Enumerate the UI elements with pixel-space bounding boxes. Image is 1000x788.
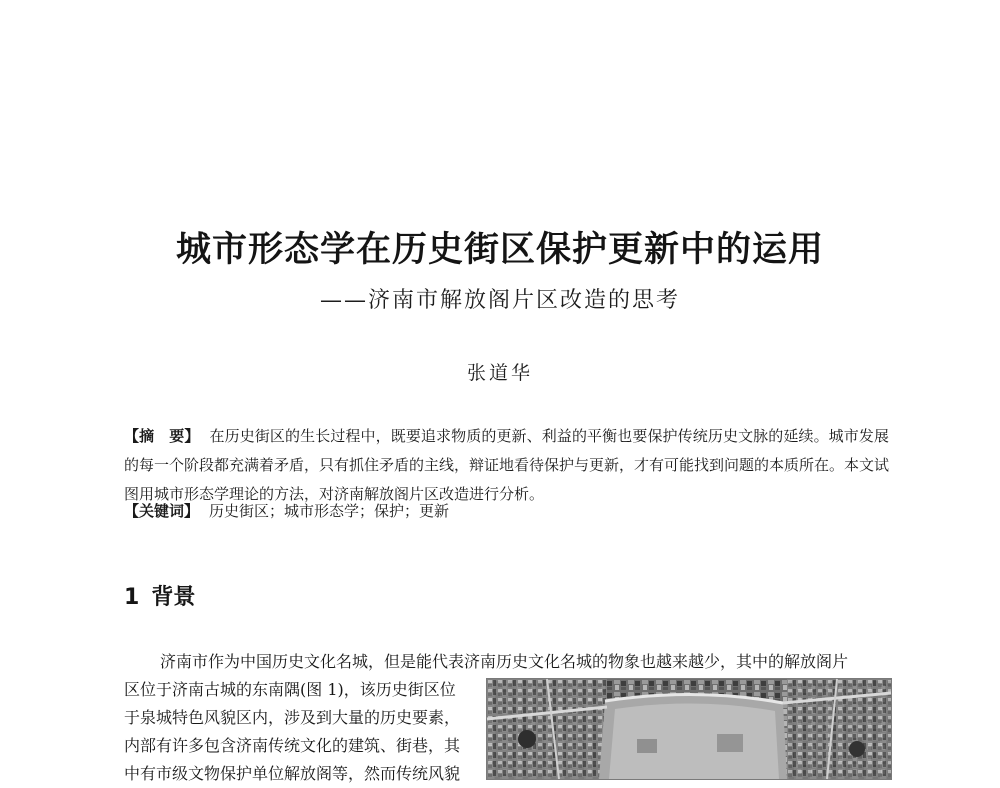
keywords-label: 【关键词】 bbox=[124, 502, 200, 520]
abstract bbox=[124, 422, 889, 509]
body-paragraph-line: 中有市级文物保护单位解放阁等，然而传统风貌 bbox=[124, 764, 461, 783]
section-title: 背景 bbox=[151, 585, 196, 610]
abstract-label: 【摘 要】 bbox=[124, 427, 200, 445]
paper-author: 张道华 bbox=[466, 362, 533, 384]
keywords bbox=[124, 497, 889, 526]
paper-title: 城市形态学在历史街区保护更新中的运用 bbox=[175, 230, 824, 270]
section-number: 1 bbox=[124, 585, 140, 610]
keywords-text: 历史街区；城市形态学；保护；更新 bbox=[209, 502, 450, 520]
abstract-text: 在历史街区的生长过程中，既要追求物质的更新、利益的平衡也要保护传统历史文脉的延续。城市发展的每一个阶段都充满着矛盾，只有抓住矛盾的主线，辩证地看待保护与更新，才有可能找到问题的本质所在。本文试图用城市形态学理论的方法，对济南解放阁片区改造进行分析。 bbox=[124, 427, 890, 503]
body-paragraph-line: 济南市作为中国历史文化名城，但是能代表济南历史文化名城的物象也越来越少，其中的解放阁片 bbox=[160, 652, 849, 671]
section-heading bbox=[124, 580, 195, 611]
aerial-photo-image bbox=[487, 679, 891, 779]
body-paragraph-line: 内部有许多包含济南传统文化的建筑、街巷，其 bbox=[124, 736, 461, 755]
paper-subtitle: ——济南市解放阁片区改造的思考 bbox=[319, 288, 680, 313]
body-paragraph-line: 区位于济南古城的东南隅(图 1)，该历史街区位 bbox=[124, 680, 456, 699]
body-paragraph-column bbox=[124, 676, 476, 788]
figure-aerial-photo bbox=[486, 678, 892, 780]
body-paragraph-line: 于泉城特色风貌区内，涉及到大量的历史要素， bbox=[124, 708, 461, 727]
